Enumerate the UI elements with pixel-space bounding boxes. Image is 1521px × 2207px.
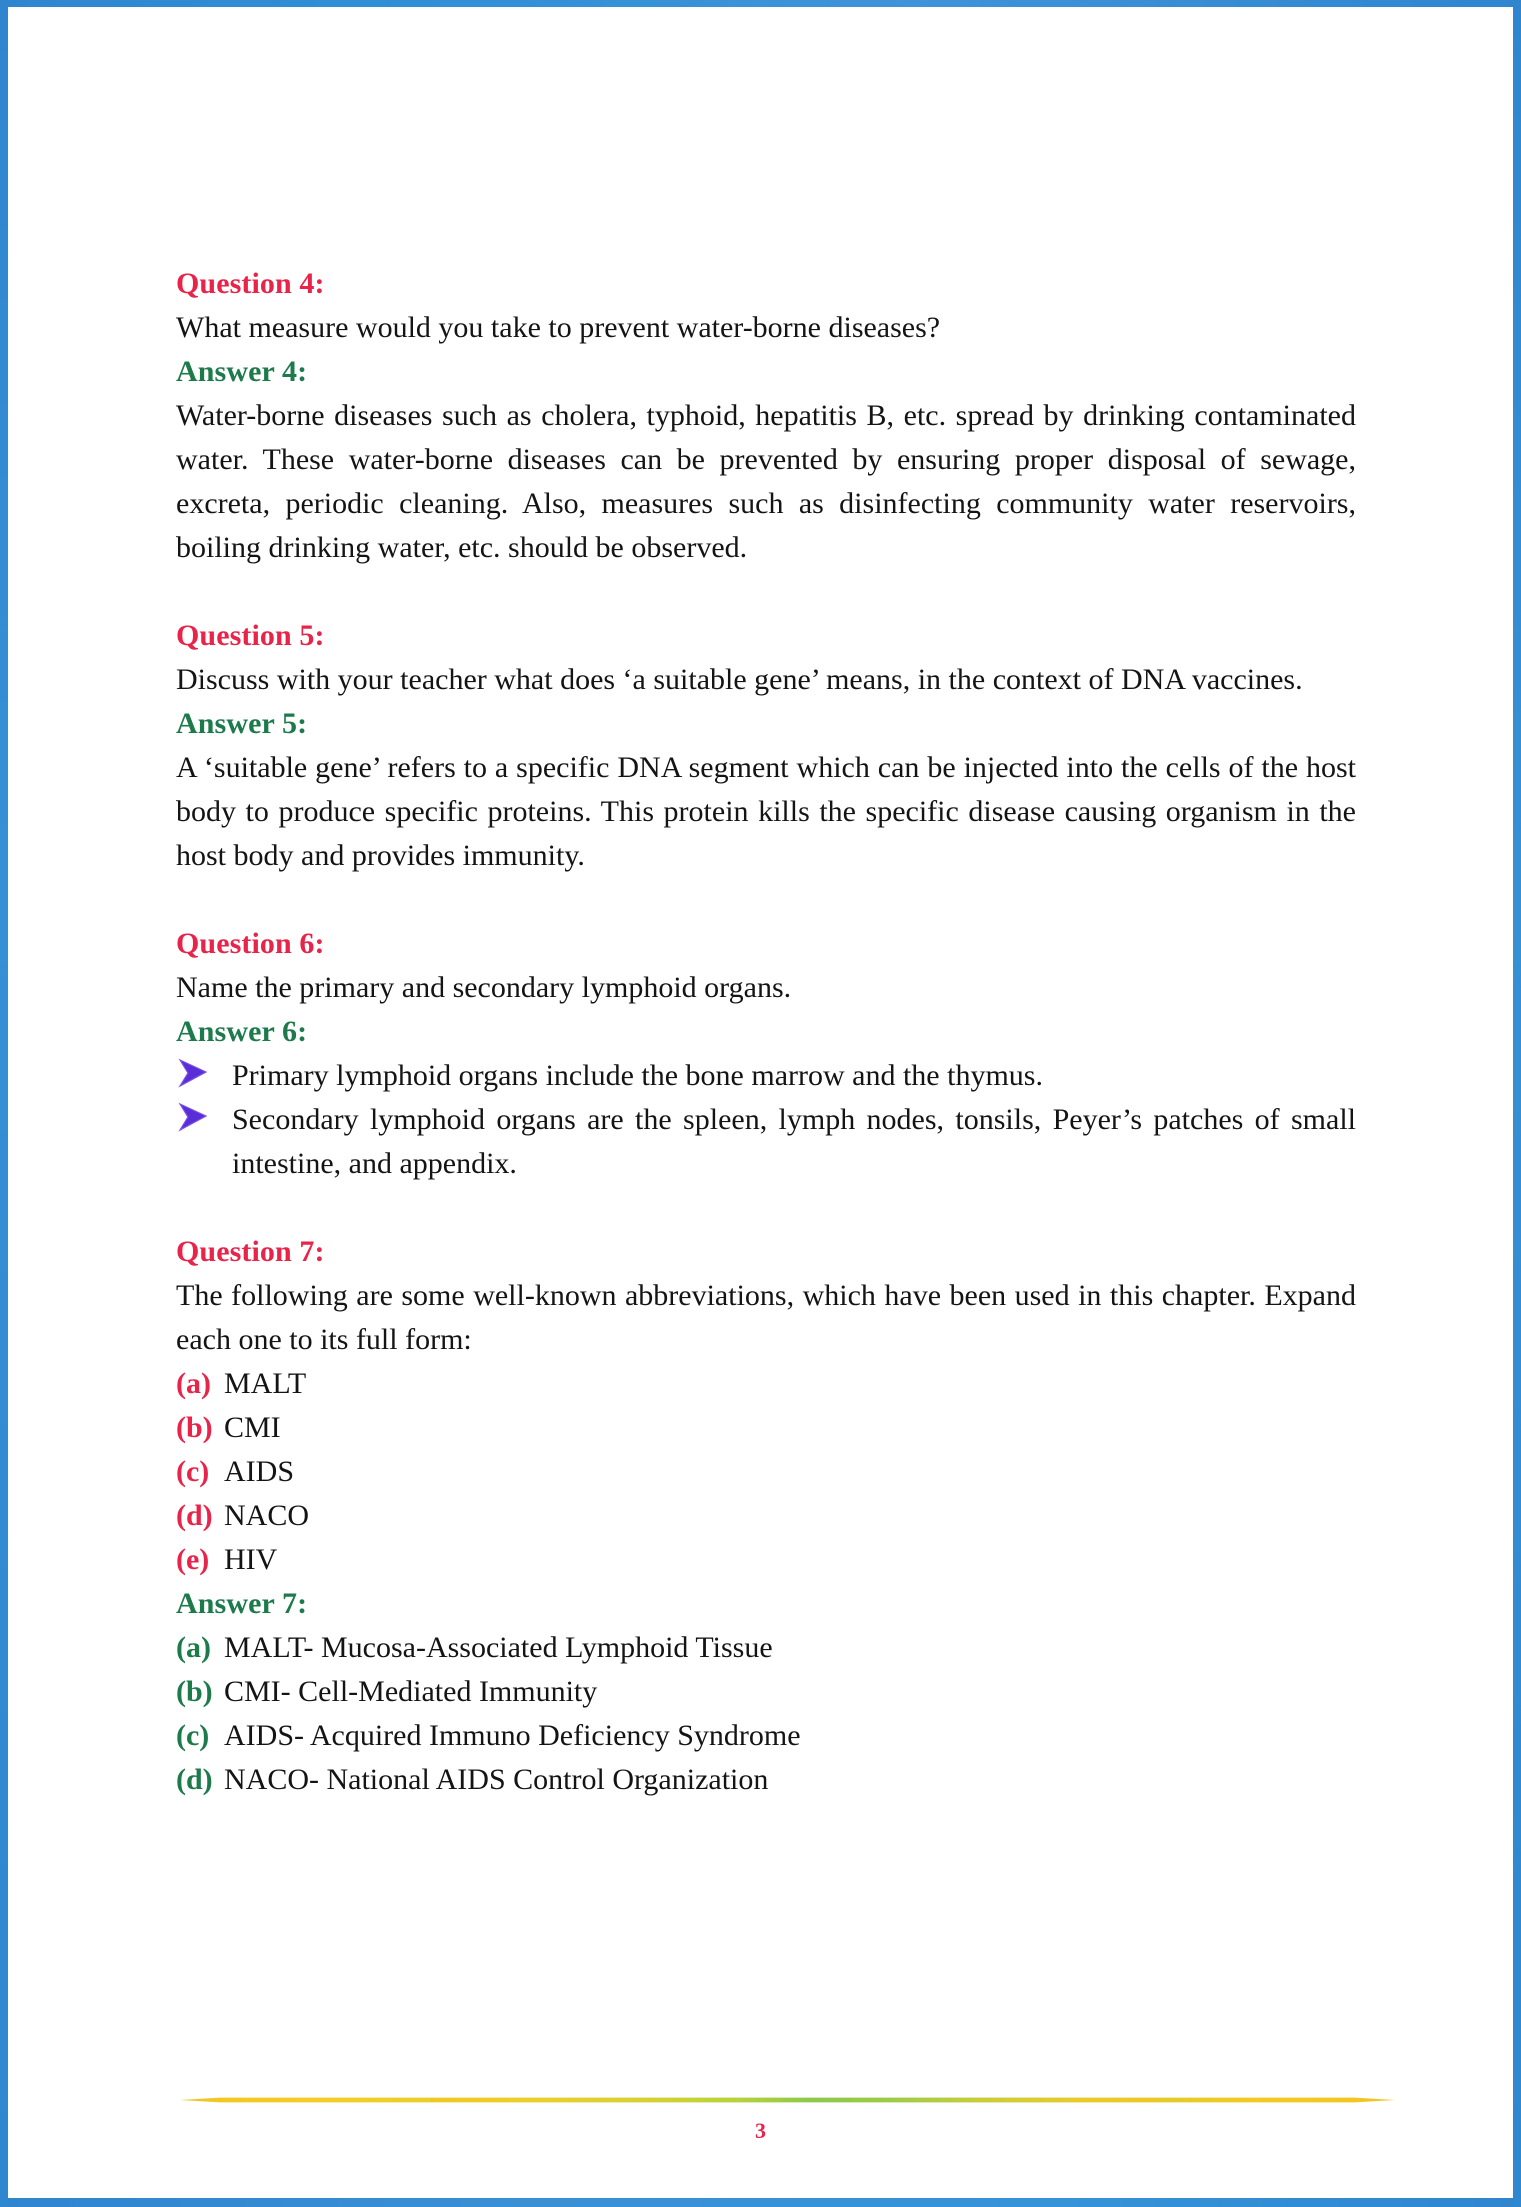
answer-5-label: Answer 5:	[176, 707, 308, 740]
answer-5-text: A ‘suitable gene’ refers to a specific DNA segment which can be injected into the cells of the host body to produce specific proteins. This protein kills the specific disease causing organism in the host body and provides immunity.	[176, 751, 1356, 872]
block-spacer	[176, 1186, 1356, 1230]
list-item	[176, 1538, 1356, 1582]
question-4-label: Question 4:	[176, 267, 325, 300]
list-item	[176, 1054, 1356, 1098]
question-5-label: Question 5:	[176, 619, 325, 652]
list-item	[176, 1450, 1356, 1494]
list-item	[176, 1494, 1356, 1538]
page-border-bottom	[0, 2198, 1521, 2207]
answer-6-label: Answer 6:	[176, 1015, 308, 1048]
list-item-text: HIV	[224, 1543, 278, 1576]
list-item-letter: (c)	[176, 1719, 210, 1752]
question-4-text: What measure would you take to prevent water-borne diseases?	[176, 311, 941, 344]
list-item	[176, 1626, 1356, 1670]
list-item-letter: (a)	[176, 1367, 211, 1400]
list-item-letter: (b)	[176, 1675, 213, 1708]
answer-4-label: Answer 4:	[176, 355, 308, 388]
block-spacer	[176, 878, 1356, 922]
question-6-text: Name the primary and secondary lymphoid organs.	[176, 971, 792, 1004]
qa-block-question-6	[176, 922, 1356, 1186]
question-7-abbreviation-list	[176, 1362, 1356, 1582]
list-item-text: MALT- Mucosa-Associated Lymphoid Tissue	[224, 1631, 773, 1664]
arrow-bullet-icon	[176, 1100, 216, 1140]
list-item-text: Secondary lymphoid organs are the spleen, lymph nodes, tonsils, Peyer’s patches of small intestine, and appendix.	[232, 1103, 1356, 1180]
list-item	[176, 1714, 1356, 1758]
list-item	[176, 1758, 1356, 1802]
list-item-letter: (d)	[176, 1499, 213, 1532]
question-7-label: Question 7:	[176, 1235, 325, 1268]
list-item-letter: (a)	[176, 1631, 211, 1664]
document-content	[176, 262, 1356, 1802]
page-border-left	[0, 0, 8, 2207]
footer-decorative-rule	[180, 2092, 1395, 2102]
list-item-letter: (b)	[176, 1411, 213, 1444]
question-5-text: Discuss with your teacher what does ‘a suitable gene’ means, in the context of DNA vaccines.	[176, 663, 1303, 696]
list-item-text: NACO- National AIDS Control Organization	[224, 1763, 769, 1796]
list-item-letter: (d)	[176, 1763, 213, 1796]
list-item	[176, 1670, 1356, 1714]
list-item-text: CMI	[224, 1411, 281, 1444]
qa-block-question-4	[176, 262, 1356, 570]
question-6-label: Question 6:	[176, 927, 325, 960]
list-item	[176, 1406, 1356, 1450]
answer-7-expansion-list	[176, 1626, 1356, 1802]
list-item-text: AIDS- Acquired Immuno Deficiency Syndrome	[224, 1719, 801, 1752]
page-number: 3	[755, 2118, 766, 2143]
question-7-text: The following are some well-known abbreviations, which have been used in this chapter. Expand each one to its full form:	[176, 1279, 1356, 1356]
list-item-text: NACO	[224, 1499, 310, 1532]
answer-4-text: Water-borne diseases such as cholera, typhoid, hepatitis B, etc. spread by drinking contaminated water. These water-borne diseases can be prevented by ensuring proper disposal of sewage, excreta, periodic cleaning. Also, measures such as disinfecting community water reservoirs, boiling drinking water, etc. should be observed.	[176, 399, 1356, 564]
list-item-letter: (e)	[176, 1543, 210, 1576]
list-item-letter: (c)	[176, 1455, 210, 1488]
qa-block-question-7	[176, 1230, 1356, 1802]
qa-block-question-5	[176, 614, 1356, 878]
answer-7-label: Answer 7:	[176, 1587, 308, 1620]
list-item	[176, 1362, 1356, 1406]
page-border-right	[1513, 0, 1521, 2207]
list-item-text: AIDS	[224, 1455, 295, 1488]
list-item	[176, 1098, 1356, 1186]
list-item-text: CMI- Cell-Mediated Immunity	[224, 1675, 598, 1708]
answer-6-bullet-list	[176, 1054, 1356, 1186]
list-item-text: MALT	[224, 1367, 307, 1400]
page-border-top	[0, 0, 1521, 7]
block-spacer	[176, 570, 1356, 614]
list-item-text: Primary lymphoid organs include the bone marrow and the thymus.	[232, 1059, 1043, 1092]
arrow-bullet-icon	[176, 1056, 216, 1096]
